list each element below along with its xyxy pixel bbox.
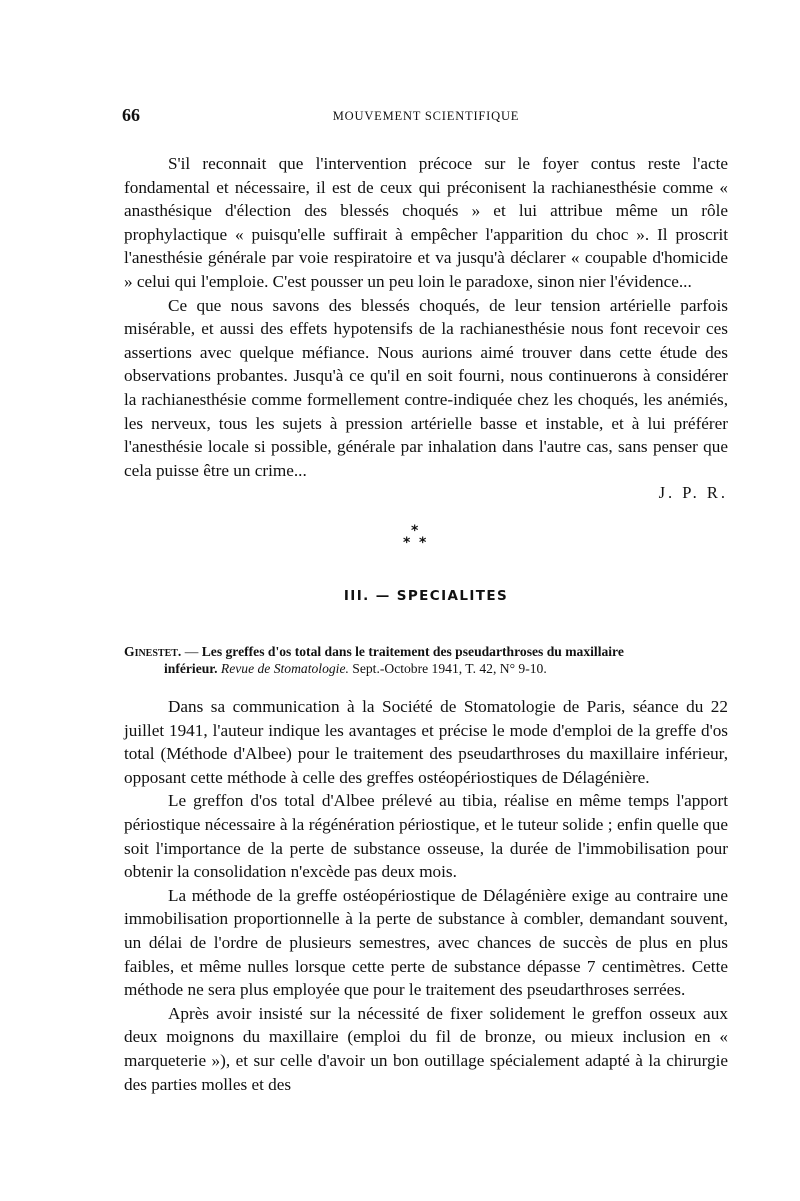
asterism-star: * <box>403 535 411 551</box>
review-signature: J. P. R. <box>658 483 728 502</box>
abstract-paragraph: Après avoir insisté sur la nécessité de fixer solidement le greffon osseux aux deux moignons du maxillaire (emploi du fil de bronze, ou mieux inclusion en « marqueterie »), et sur celle d'avoir un bon outillage spécialement adapté à la chirurgie des parties molles et des <box>124 1003 728 1094</box>
citation-journal: Revue de Stomatologie. <box>220 661 349 676</box>
citation-details: Sept.-Octobre 1941, T. 42, N° 9-10. <box>352 661 547 676</box>
citation-author: Ginestet. <box>124 644 182 659</box>
abstract-paragraph: Le greffon d'os total d'Albee prélevé au tibia, réalise en même temps l'apport périostique nécessaire à la régénération périostique, et le tuteur solide ; enfin quelle que soit l'importance de la perte de substance osseuse, la durée de l'immobilisation pour obtenir la consolidation n'excède pas deux mois. <box>124 791 728 882</box>
citation-second-line <box>124 660 728 677</box>
abstract-paragraph: Dans sa communication à la Société de Stomatologie de Paris, séance du 22 juillet 1941, l'auteur indique les avantages et précise le mode d'emploi de la greffe d'os total (Méthode d'Albee) pour le traitement des pseudarthroses du maxillaire inférieur, opposant cette méthode à celle des greffes ostéopériostiques de Délagénière. <box>124 697 728 787</box>
asterism-star: * <box>419 535 427 551</box>
citation-dash: — <box>181 644 202 659</box>
citation-title-end: inférieur. <box>164 661 218 676</box>
page-header <box>120 105 732 129</box>
abstract-body <box>124 695 728 1096</box>
section-heading: III. — SPECIALITES <box>343 588 509 604</box>
review-body <box>124 152 728 482</box>
review-paragraph: Ce que nous savons des blessés choqués, de leur tension artérielle parfois misérable, et aussi des effets hypotensifs de la rachianesthésie nous font recevoir ces assertions avec quelque méfiance. Nous aurions aimé trouver dans cette étude des observations probantes. Jusqu'à ce qu'il en soit fourni, nous continuerons à considérer la rachianesthésie comme formellement contre-indiquée chez les choqués, les anémiés, les nerveux, tous les sujets à pression artérielle basse et instable, et à lui préférer l'anesthésie locale si possible, générale par inhalation dans l'autre cas, sans penser que cela puisse être un crime... <box>124 295 728 480</box>
review-paragraph: S'il reconnait que l'intervention précoce sur le foyer contus reste l'acte fondamental et nécessaire, il est de ceux qui préconisent la rachianesthésie comme « anasthésique d'élection des blessés choqués » et lui attribue même un rôle prophylactique « puisqu'elle suffirait à empêcher l'apparition du choc ». Il proscrit l'anesthésie générale par voie respiratoire et va jusqu'à déclarer « coupable d'homicide » celui qui l'emploie. C'est pousser un peu loin le paradoxe, sinon nier l'évidence... <box>124 154 728 291</box>
abstract-paragraph: La méthode de la greffe ostéopériostique de Délagénière exige au contraire une immobilisation proportionnelle à la perte de substance à combler, demandant souvent, un délai de l'ordre de plusieurs semestres, avec chances de succès de plus en plus faibles, et même nulles lorsque cette perte de substance dépasse 7 centimètres. Cette méthode ne sera plus employée que pour le traitement des pseudarthroses serrées. <box>124 885 728 1000</box>
page-number: 66 <box>122 105 140 125</box>
citation-title: Les greffes d'os total dans le traitement des pseudarthroses du maxillaire <box>201 644 624 659</box>
running-head: MOUVEMENT SCIENTIFIQUE <box>332 109 520 123</box>
asterism-separator <box>398 523 438 553</box>
asterism-star: * <box>411 523 419 539</box>
bibliographic-citation <box>124 643 728 677</box>
